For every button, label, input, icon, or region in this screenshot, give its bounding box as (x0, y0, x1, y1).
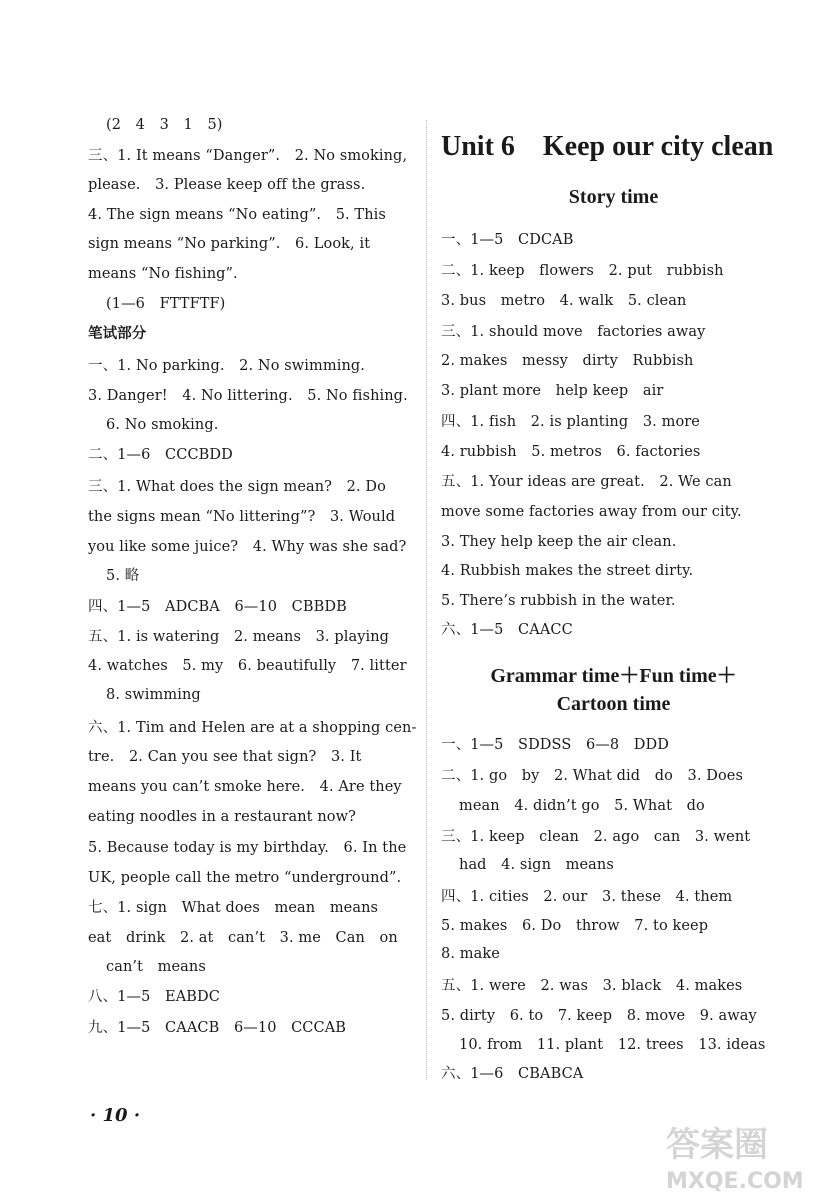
watermark-top-text: 答案圈 (666, 1125, 768, 1165)
answer-line: 三、1. keep clean 2. ago can 3. went (441, 829, 751, 845)
answer-line: 六、1—6 CBABCA (441, 1066, 584, 1082)
answer-line: eat drink 2. at can’t 3. me Can on (88, 930, 398, 946)
answer-line: the signs mean “No littering”? 3. Would (88, 509, 396, 525)
answer-line: (1—6 FTTFTF) (106, 296, 226, 312)
answer-line: 10. from 11. plant 12. trees 13. ideas (459, 1037, 766, 1053)
watermark-logo (656, 1114, 816, 1194)
answer-line: 2. makes messy dirty Rubbish (441, 353, 694, 369)
answer-line: 4. rubbish 5. metros 6. factories (441, 444, 701, 460)
answer-line: you like some juice? 4. Why was she sad? (88, 539, 407, 555)
answer-line: 5. There’s rubbish in the water. (441, 593, 676, 609)
answer-line: (2 4 3 1 5) (106, 117, 223, 133)
answer-line: eating noodles in a restaurant now? (88, 809, 356, 825)
answer-line: 一、1. No parking. 2. No swimming. (88, 358, 366, 374)
answer-line: 二、1. go by 2. What did do 3. Does (441, 768, 744, 784)
section-title-story-time: Story time (568, 186, 659, 208)
answer-line: UK, people call the metro “underground”. (88, 870, 402, 886)
answer-line: 三、1. What does the sign mean? 2. Do (88, 479, 386, 495)
page-number: · 10 · (90, 1105, 141, 1126)
answer-line: 六、1—5 CAACC (441, 622, 573, 638)
answer-line: means you can’t smoke here. 4. Are they (88, 779, 402, 795)
answer-line: sign means “No parking”. 6. Look, it (88, 236, 371, 252)
answer-line: tre. 2. Can you see that sign? 3. It (88, 749, 362, 765)
answer-line: 3. plant more help keep air (441, 383, 664, 399)
answer-line: 四、1. cities 2. our 3. these 4. them (441, 889, 733, 905)
section-title-grammar: Grammar time＋Fun time＋ (490, 665, 737, 687)
answer-line: 3. They help keep the air clean. (441, 534, 677, 550)
answer-line: 3. Danger! 4. No littering. 5. No fishing. (88, 388, 408, 404)
answer-line: please. 3. Please keep off the grass. (88, 177, 366, 193)
answer-line: 五、1. Your ideas are great. 2. We can (441, 474, 732, 490)
answer-line: 三、1. It means “Danger”. 2. No smoking, (88, 148, 408, 164)
answer-line: can’t means (106, 959, 206, 975)
answer-line: move some factories away from our city. (441, 504, 742, 520)
answer-line: 五、1. is watering 2. means 3. playing (88, 629, 390, 645)
watermark-bottom-text: MXQE.COM (666, 1169, 804, 1194)
answer-line: had 4. sign means (459, 857, 614, 873)
answer-line: mean 4. didn’t go 5. What do (459, 798, 705, 814)
answer-line: 6. No smoking. (106, 417, 219, 433)
section-heading-written: 笔试部分 (88, 326, 147, 342)
answer-line: 8. make (441, 946, 500, 962)
answer-line: 5. Because today is my birthday. 6. In the (88, 840, 407, 856)
unit-title: Unit 6 Keep our city clean (441, 131, 774, 162)
answer-line: 4. watches 5. my 6. beautifully 7. litter (88, 658, 407, 674)
answer-line: 五、1. were 2. was 3. black 4. makes (441, 978, 743, 994)
answer-line: 八、1—5 EABDC (88, 989, 220, 1005)
section-title-cartoon: Cartoon time (556, 693, 671, 715)
answer-line: 七、1. sign What does mean means (88, 900, 379, 916)
answer-line: 二、1. keep flowers 2. put rubbish (441, 263, 724, 279)
answer-line: 一、1—5 CDCAB (441, 232, 574, 248)
answer-line: 4. Rubbish makes the street dirty. (441, 563, 694, 579)
answer-line: 5. 略 (106, 568, 140, 584)
answer-line: 四、1. fish 2. is planting 3. more (441, 414, 700, 430)
answer-line: 5. dirty 6. to 7. keep 8. move 9. away (441, 1008, 757, 1024)
answer-line: 8. swimming (106, 687, 201, 703)
answer-line: 六、1. Tim and Helen are at a shopping cen- (88, 720, 417, 736)
answer-line: 九、1—5 CAACB 6—10 CCCAB (88, 1020, 347, 1036)
answer-line: 四、1—5 ADCBA 6—10 CBBDB (88, 599, 347, 615)
answer-line: 5. makes 6. Do throw 7. to keep (441, 918, 709, 934)
answer-line: 4. The sign means “No eating”. 5. This (88, 207, 386, 223)
answer-line: 三、1. should move factories away (441, 324, 706, 340)
answer-line: 3. bus metro 4. walk 5. clean (441, 293, 687, 309)
answer-line: 一、1—5 SDDSS 6—8 DDD (441, 737, 669, 753)
column-divider (426, 120, 427, 1080)
answer-line: 二、1—6 CCCBDD (88, 447, 233, 463)
answer-line: means “No fishing”. (88, 266, 238, 282)
